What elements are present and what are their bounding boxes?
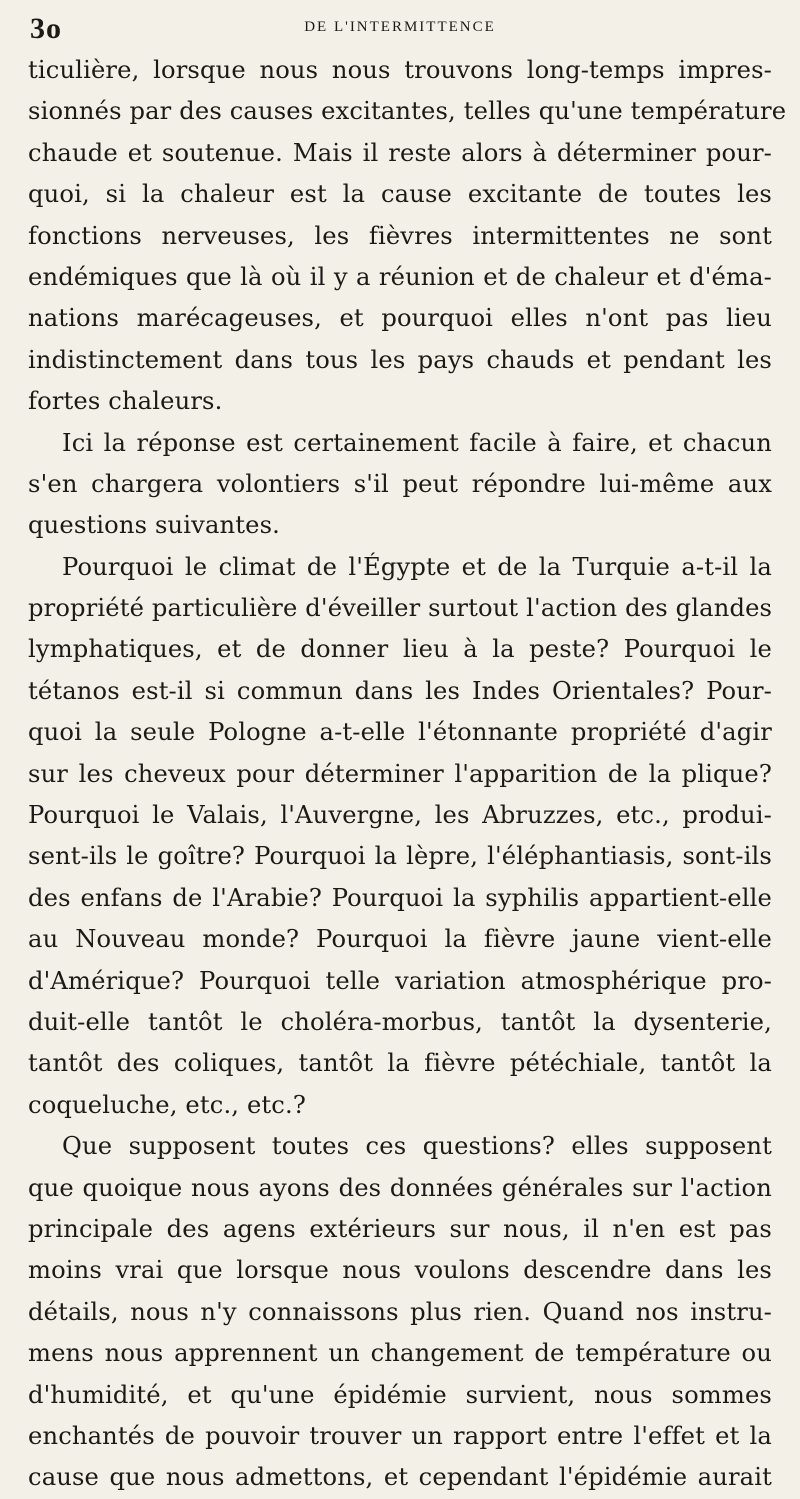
body-text (28, 50, 787, 1499)
text-line: chaude et soutenue. Mais il reste alors à déterminer pour- (28, 138, 772, 167)
text-line: des enfans de l'Arabie? Pourquoi la syphilis appartient-elle (28, 883, 772, 912)
text-line: sionnés par des causes excitantes, telles qu'une température (28, 97, 787, 126)
text-line: propriété particulière d'éveiller surtout l'action des glandes (28, 594, 773, 623)
page-number: 3o (30, 12, 62, 45)
text-line: que quoique nous ayons des données générales sur l'action (28, 1173, 772, 1202)
text-line: mens nous apprennent un changement de température ou (28, 1339, 772, 1368)
text-line: d'Amérique? Pourquoi telle variation atmosphérique pro- (28, 966, 772, 995)
text-line: principale des agens extérieurs sur nous, il n'en est pas (28, 1214, 772, 1243)
text-line: quoi, si la chaleur est la cause excitante de toutes les (28, 180, 772, 209)
text-line: au Nouveau monde? Pourquoi la fièvre jaune vient-elle (28, 925, 772, 954)
text-line: Pourquoi le Valais, l'Auvergne, les Abruzzes, etc., produi- (28, 801, 772, 830)
running-title: DE L'INTERMITTENCE (304, 19, 496, 35)
text-line: cause que nous admettons, et cependant l'épidémie aurait (28, 1463, 772, 1492)
text-line: Ici la réponse est certainement facile à faire, et chacun (62, 428, 772, 457)
text-line: fonctions nerveuses, les fièvres intermittentes ne sont (28, 221, 772, 250)
text-line: moins vrai que lorsque nous voulons descendre dans les (28, 1256, 772, 1285)
text-line: d'humidité, et qu'une épidémie survient, nous sommes (28, 1380, 772, 1409)
text-line: enchantés de pouvoir trouver un rapport entre l'effet et la (28, 1421, 772, 1450)
text-line: fortes chaleurs. (28, 387, 223, 416)
running-header (28, 12, 772, 46)
text-line: détails, nous n'y connaissons plus rien. Quand nos instru- (28, 1297, 772, 1326)
text-line: coqueluche, etc., etc.? (28, 1090, 306, 1119)
text-line: Que supposent toutes ces questions? elles supposent (62, 1132, 772, 1161)
text-line: s'en chargera volontiers s'il peut répondre lui-même aux (28, 469, 772, 498)
text-line: sur les cheveux pour déterminer l'apparition de la plique? (28, 759, 772, 788)
text-line: lymphatiques, et de donner lieu à la peste? Pourquoi le (28, 635, 772, 664)
text-line: ticulière, lorsque nous nous trouvons long-temps impres- (28, 56, 772, 84)
text-line: nations marécageuses, et pourquoi elles n'ont pas lieu (28, 304, 772, 333)
text-line: Pourquoi le climat de l'Égypte et de la Turquie a-t-il la (62, 552, 772, 581)
text-line: duit-elle tantôt le choléra-morbus, tantôt la dysenterie, (28, 1007, 772, 1036)
text-line: tantôt des coliques, tantôt la fièvre pétéchiale, tantôt la (28, 1049, 772, 1078)
text-line: quoi la seule Pologne a-t-elle l'étonnante propriété d'agir (28, 718, 772, 747)
text-line: sent-ils le goître? Pourquoi la lèpre, l'éléphantiasis, sont-ils (28, 842, 772, 871)
text-line: indistinctement dans tous les pays chauds et pendant les (28, 345, 772, 374)
text-line: tétanos est-il si commun dans les Indes Orientales? Pour- (28, 676, 772, 705)
text-line: endémiques que là où il y a réunion et de chaleur et d'éma- (28, 262, 772, 291)
text-line: questions suivantes. (28, 511, 281, 540)
